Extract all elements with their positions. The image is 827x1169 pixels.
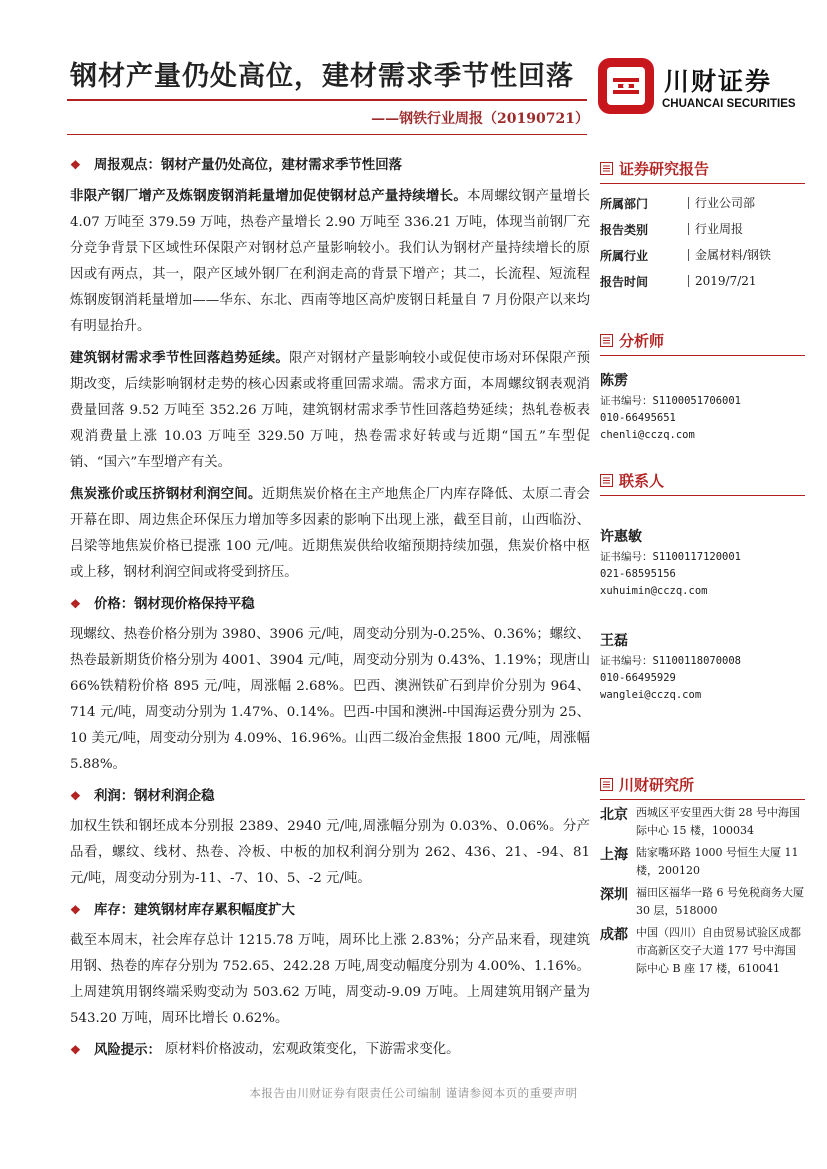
logo-name-cn: 川财证券 (664, 67, 773, 96)
logo-name-en: CHUANCAI SECURITIES (662, 98, 796, 110)
sidebar (600, 158, 805, 978)
analyst-card (600, 370, 805, 444)
diamond-bullet-icon: ❖ (70, 158, 81, 172)
main-content (70, 150, 590, 1068)
paragraph-demand-body: 限产对钢材产量影响较小或促使市场对环保限产预期改变，后续影响钢材走势的核心因素或将重回需求端。需求方面，本周螺纹钢表观消费量回落 9.52 万吨至 352.26 万吨，建筑钢材需求季节性回落趋势延续；热轧卷板表观消费量上涨 10.03 万吨至 329.50 万吨，热卷需求好转或与近期“国五”车型促销、“国六”车型增产有关。 (70, 351, 591, 470)
risk-text: 原材料价格波动，宏观政策变化，下游需求变化。 (164, 1042, 460, 1057)
paragraph-inventory: 截至本周末，社会库存总计 1215.78 万吨，周环比上涨 2.83%；分产品来看，现建筑用钢、热卷的库存分别为 752.65、242.28 万吨,周变动幅度分别为 4.00%、1.16%。上周建筑用钢终端采购变动为 503.62 万吨，周变动-9.09 万吨。上周建筑用钢产量为 543.20 万吨，周环比增长 0.62%。 (70, 933, 590, 1026)
logo-mark-icon (598, 58, 654, 114)
contact-card (600, 526, 805, 600)
meta-row: 报告时间 2019/7/21 (600, 274, 757, 289)
contact-title: 联系人 (600, 470, 805, 491)
sidebar-rule (600, 355, 805, 356)
view-heading-text: 周报观点：钢材产量仍处高位，建材需求季节性回落 (94, 157, 402, 173)
header-rule (67, 99, 587, 101)
paragraph-coke-body: 近期焦炭价格在主产地焦企厂内库存降低、太原二青会开幕在即、周边焦企环保压力增加等多因素的影响下出现上涨，截至目前，山西临汾、吕梁等地焦炭价格已提涨 100 元/吨。近期焦炭供给收缩预期持续加强，焦炭价格中枢或上移，钢材利润空间或将受到挤压。 (70, 487, 591, 580)
contact-cert: 证书编号：S1100117120001 (600, 551, 742, 563)
analyst-phone: 010-66495651 (600, 412, 676, 424)
company-logo (598, 58, 798, 118)
research-report-title: 证券研究报告 (600, 158, 805, 179)
office-item: 深圳 福田区福华一路 6 号免税商务大厦 30 层，518000 (600, 886, 804, 917)
analyst-title: 分析师 (600, 330, 805, 351)
paragraph-profit: 加权生铁和钢坯成本分别报 2389、2940 元/吨,周涨幅分别为 0.03%、0.06%。分产品看，螺纹、线材、热卷、冷板、中板的加权利润分别为 262、436、21、-94、81 元/吨，周变动分别为-11、-7、10、5、-2 元/吨。 (70, 819, 590, 886)
contact-phone: 021-68595156 (600, 568, 676, 580)
report-title: 钢材产量仍处高位，建材需求季节性回落 (70, 61, 574, 92)
paragraph-output-body: 本周螺纹钢产量增长 4.07 万吨至 379.59 万吨，热卷产量增长 2.90 万吨至 336.21 万吨，体现当前钢厂充分竞争背景下区域性环保限产对钢材总产量影响较小。我们认为钢材产量持续增长的原因或有两点，其一，限产区域外钢厂在利润走高的背景下增产；其二，长流程、短流程炼钢废钢消耗量增加——华东、东北、西南等地区高炉废钢日耗量自 7 月份限产以来均有明显抬升。 (70, 189, 591, 334)
view-section-heading (70, 152, 590, 178)
contact-icon (600, 474, 613, 487)
inventory-heading-text: 库存：建筑钢材库存累积幅度扩大 (94, 902, 295, 918)
diamond-bullet-icon: ❖ (70, 789, 81, 803)
diamond-bullet-icon: ❖ (70, 597, 81, 611)
analyst-icon (600, 334, 613, 347)
contact-phone: 010-66495929 (600, 672, 676, 684)
sidebar-rule (600, 495, 805, 496)
institute-title: 川财研究所 (600, 774, 805, 795)
price-section-heading (70, 591, 590, 617)
report-meta (600, 190, 805, 294)
paragraph-output (70, 183, 590, 340)
paragraph-price: 现螺纹、热卷价格分别为 3980、3906 元/吨，周变动分别为-0.25%、0.36%；螺纹、热卷最新期货价格分别为 4001、3904 元/吨，周变动分别为 0.43%、1.19%；现唐山 66%铁精粉价格 895 元/吨，周涨幅 2.68%。巴西、澳洲铁矿石到岸价分别为 964、714 元/吨，周变动分别为 1.47%、0.14%。巴西-中国和澳洲-中国海运费分别为 25、10 美元/吨，周变动分别为 4.09%、16.96%。山西二级冶金焦报 1800 元/吨，周涨幅 5.88%。 (70, 627, 590, 772)
office-item: 上海 陆家嘴环路 1000 号恒生大厦 11 楼，200120 (600, 846, 799, 877)
profit-section-heading (70, 783, 590, 809)
risk-section (70, 1037, 590, 1063)
diamond-bullet-icon: ❖ (70, 1043, 81, 1057)
institute-icon (600, 778, 613, 791)
price-heading-text: 价格：钢材现价格保持平稳 (94, 596, 255, 612)
paragraph-coke (70, 481, 590, 586)
inventory-section-heading (70, 897, 590, 923)
profit-heading-text: 利润：钢材利润企稳 (94, 788, 215, 804)
contact-name: 王磊 (600, 633, 628, 649)
paragraph-demand (70, 345, 590, 476)
contact-cert: 证书编号：S1100118070008 (600, 655, 742, 667)
paragraph-coke-lead: 焦炭涨价或压挤钢材利润空间。 (70, 486, 262, 502)
contact-card (600, 630, 805, 704)
paragraph-output-lead: 非限产钢厂增产及炼钢废钢消耗量增加促使钢材总产量持续增长。 (70, 188, 468, 204)
contact-name: 许惠敏 (600, 529, 642, 545)
office-item: 北京 西城区平安里西大街 28 号中海国际中心 15 楼，100034 (600, 806, 800, 837)
contact-email[interactable]: xuhuimin@cczq.com (600, 585, 708, 597)
analyst-email[interactable]: chenli@cczq.com (600, 429, 695, 441)
diamond-bullet-icon: ❖ (70, 903, 81, 917)
meta-row: 报告类别 行业周报 (600, 222, 744, 237)
analyst-name: 陈雳 (600, 373, 628, 389)
sidebar-rule (600, 183, 805, 184)
report-subtitle: ——钢铁行业周报（20190721） (371, 111, 589, 127)
contact-email[interactable]: wanglei@cczq.com (600, 689, 702, 701)
report-icon (600, 162, 613, 175)
sidebar-rule (600, 799, 805, 800)
office-list (600, 804, 805, 978)
header-rule-lower (67, 134, 587, 135)
office-item: 成都 中国（四川）自由贸易试验区成都市高新区交子大道 177 号中海国际中心 B 座 17 楼，610041 (600, 926, 801, 975)
analyst-cert: 证书编号：S1100051706001 (600, 395, 742, 407)
paragraph-demand-lead: 建筑钢材需求季节性回落趋势延续。 (70, 350, 290, 366)
meta-row: 所属行业 金属材料/钢铁 (600, 248, 772, 263)
meta-row: 所属部门 行业公司部 (600, 196, 756, 211)
risk-label: 风险提示： (94, 1042, 161, 1058)
page-footer: 本报告由川财证券有限责任公司编制 谨请参阅本页的重要声明 (249, 1086, 578, 1100)
